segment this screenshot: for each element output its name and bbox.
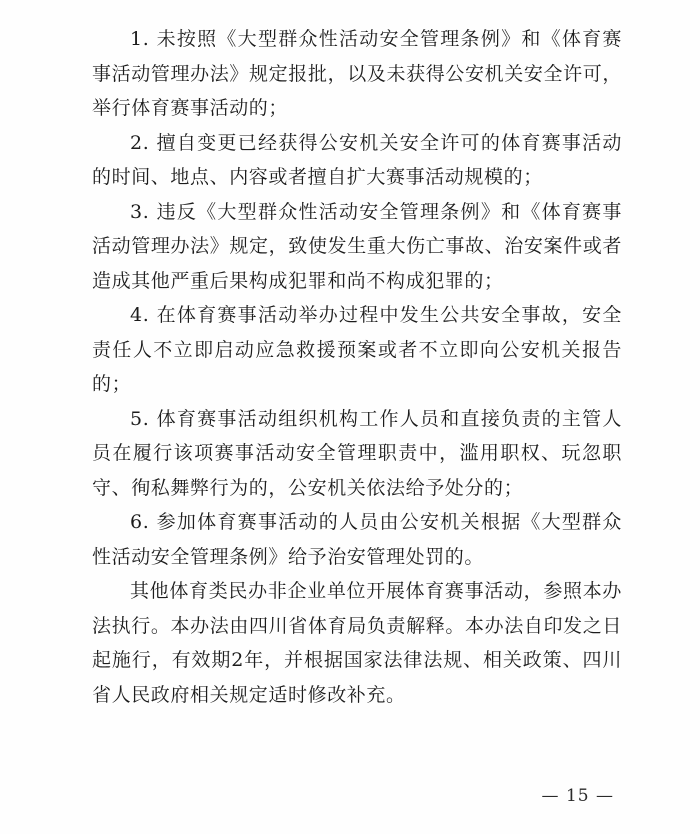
list-item-3: 3. 违反《大型群众性活动安全管理条例》和《体育赛事活动管理办法》规定，致使发生重大伤亡事故、治安案件或者造成其他严重后果构成犯罪和尚不构成犯罪的； xyxy=(92,200,622,292)
list-item-6: 6. 参加体育赛事活动的人员由公安机关根据《大型群众性活动安全管理条例》给予治安管理处罚的。 xyxy=(92,511,622,568)
closing-paragraph: 其他体育类民办非企业单位开展体育赛事活动，参照本办法执行。本办法由四川省体育局负责解释。本办法自印发之日起施行，有效期2年，并根据国家法律法规、相关政策、四川省人民政府相关规定适时修改补充。 xyxy=(92,580,622,706)
list-item-2: 2. 擅自变更已经获得公安机关安全许可的体育赛事活动的时间、地点、内容或者擅自扩大赛事活动规模的； xyxy=(92,131,622,188)
list-item-4: 4. 在体育赛事活动举办过程中发生公共安全事故，安全责任人不立即启动应急救援预案或者不立即向公安机关报告的； xyxy=(92,304,622,395)
list-item-1: 1. 未按照《大型群众性活动安全管理条例》和《体育赛事活动管理办法》规定报批，以及未获得公安机关安全许可，举行体育赛事活动的； xyxy=(92,28,622,119)
list-item-5: 5. 体育赛事活动组织机构工作人员和直接负责的主管人员在履行该项赛事活动安全管理职责中，滥用职权、玩忽职守、徇私舞弊行为的，公安机关依法给予处分的； xyxy=(92,407,622,499)
page-number: — 15 — xyxy=(541,786,614,806)
document-body xyxy=(92,22,622,712)
